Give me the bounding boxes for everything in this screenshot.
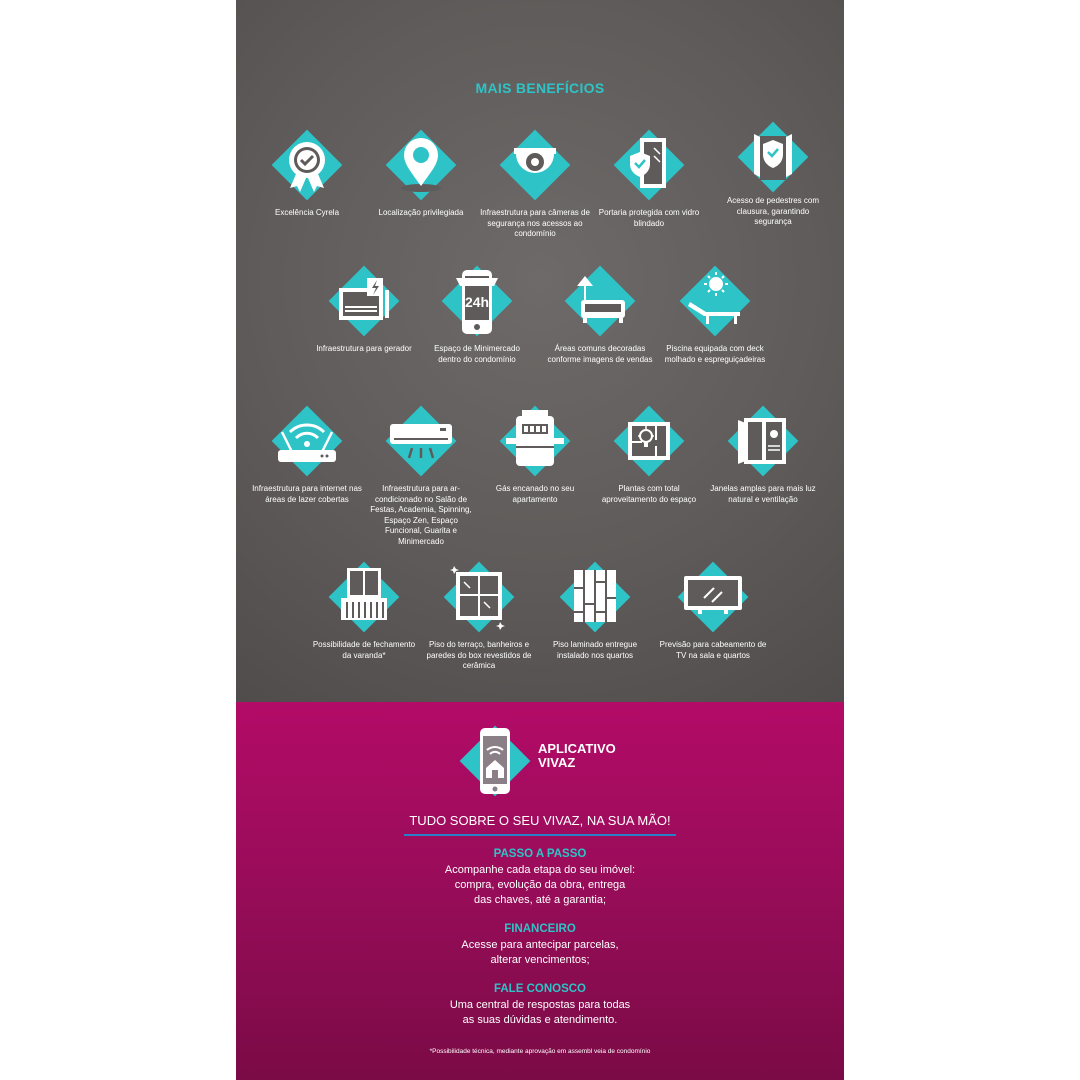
sun-lounger-icon: [676, 262, 754, 340]
section-line: das chaves, até a garantia;: [473, 894, 607, 906]
benefit-label: Portaria protegida com vidro blindado: [598, 208, 700, 228]
app-title: [538, 742, 658, 770]
benefit-label: Infraestrutura para internet nas áreas de lazer cobertas: [252, 484, 362, 504]
smartphone-home-icon: [454, 720, 536, 802]
benefit-label: Áreas comuns decoradas conforme imagens de vendas: [547, 344, 653, 364]
benefit-label: Gás encanado no seu apartamento: [495, 484, 575, 504]
benefit-label: Possibilidade de fechamento da varanda*: [312, 640, 416, 660]
window-icon: [724, 402, 802, 480]
air-conditioner-icon: [382, 402, 460, 480]
section-body-financeiro: [236, 938, 844, 968]
shield-glass-icon: [610, 126, 688, 204]
svg-text:24h: 24h: [464, 294, 490, 310]
section-line: compra, evolução da obra, entrega: [454, 879, 626, 891]
ceramic-tiles-icon: [440, 558, 518, 636]
benefit-label: Infraestrutura para gerador: [316, 344, 412, 353]
app-title-line2: VIVAZ: [538, 755, 576, 770]
section-title-financeiro: FINANCEIRO: [504, 923, 576, 935]
generator-icon: [325, 262, 403, 340]
footnote: *Possibilidade técnica, mediante aprovação em assembl veia de condomínio: [429, 1048, 651, 1055]
brochure-panel: [236, 0, 844, 1080]
section-line: as suas dúvidas e atendimento.: [462, 1014, 618, 1026]
section-line: Acompanhe cada etapa do seu imóvel:: [444, 864, 636, 876]
benefit-label: Plantas com total aproveitamento do espaço: [601, 484, 697, 504]
floor-plan-icon: [610, 402, 688, 480]
benefit-label: Acesso de pedestres com clausura, garantindo segurança: [726, 196, 820, 226]
benefits-section: [236, 0, 844, 702]
app-title-line1: APLICATIVO: [538, 741, 616, 756]
benefit-label: Piscina equipada com deck molhado e espreguiçadeiras: [664, 344, 766, 364]
benefit-label: Piso do terraço, banheiros e paredes do box revestidos de cerâmica: [426, 640, 532, 670]
benefit-label: Janelas amplas para mais luz natural e ventilação: [710, 484, 816, 504]
tagline-divider: [404, 834, 676, 836]
security-camera-icon: [496, 126, 574, 204]
benefit-label: Previsão para cabeamento de TV na sala e quartos: [659, 640, 767, 660]
benefit-label: Infraestrutura para câmeras de segurança nos acessos ao condomínio: [480, 208, 590, 238]
balcony-icon: [325, 558, 403, 636]
section-line: alterar vencimentos;: [490, 954, 590, 966]
section-body-passo-a-passo: [236, 863, 844, 908]
sofa-lamp-icon: [561, 262, 639, 340]
section-line: Acesse para antecipar parcelas,: [461, 939, 619, 951]
section-body-fale-conosco: [236, 998, 844, 1028]
wifi-router-icon: [268, 402, 346, 480]
location-pin-icon: [382, 126, 460, 204]
benefits-title: MAIS BENEFÍCIOS: [475, 80, 605, 96]
section-line: Uma central de respostas para todas: [449, 999, 631, 1011]
app-tagline: TUDO SOBRE O SEU VIVAZ, NA SUA MÃO!: [409, 813, 671, 828]
shield-door-icon: [734, 118, 812, 196]
award-icon: [268, 126, 346, 204]
benefit-label: Piso laminado entregue instalado nos quartos: [552, 640, 638, 660]
benefit-label: Excelência Cyrela: [274, 208, 340, 217]
minimarket-24h-icon: [438, 262, 516, 340]
section-title-passo-a-passo: PASSO A PASSO: [493, 848, 587, 860]
benefit-label: Localização privilegiada: [378, 208, 464, 217]
tv-icon: [674, 558, 752, 636]
benefit-label: Espaço de Minimercado dentro do condomínio: [434, 344, 520, 364]
benefit-label: Infraestrutura para ar-condicionado no Salão de Festas, Academia, Spinning, Espaço Zen, Espaço Funcional, Guarita e Minimercado: [370, 484, 472, 546]
laminate-floor-icon: [556, 558, 634, 636]
gas-meter-icon: [496, 402, 574, 480]
section-title-fale-conosco: FALE CONOSCO: [493, 983, 586, 995]
